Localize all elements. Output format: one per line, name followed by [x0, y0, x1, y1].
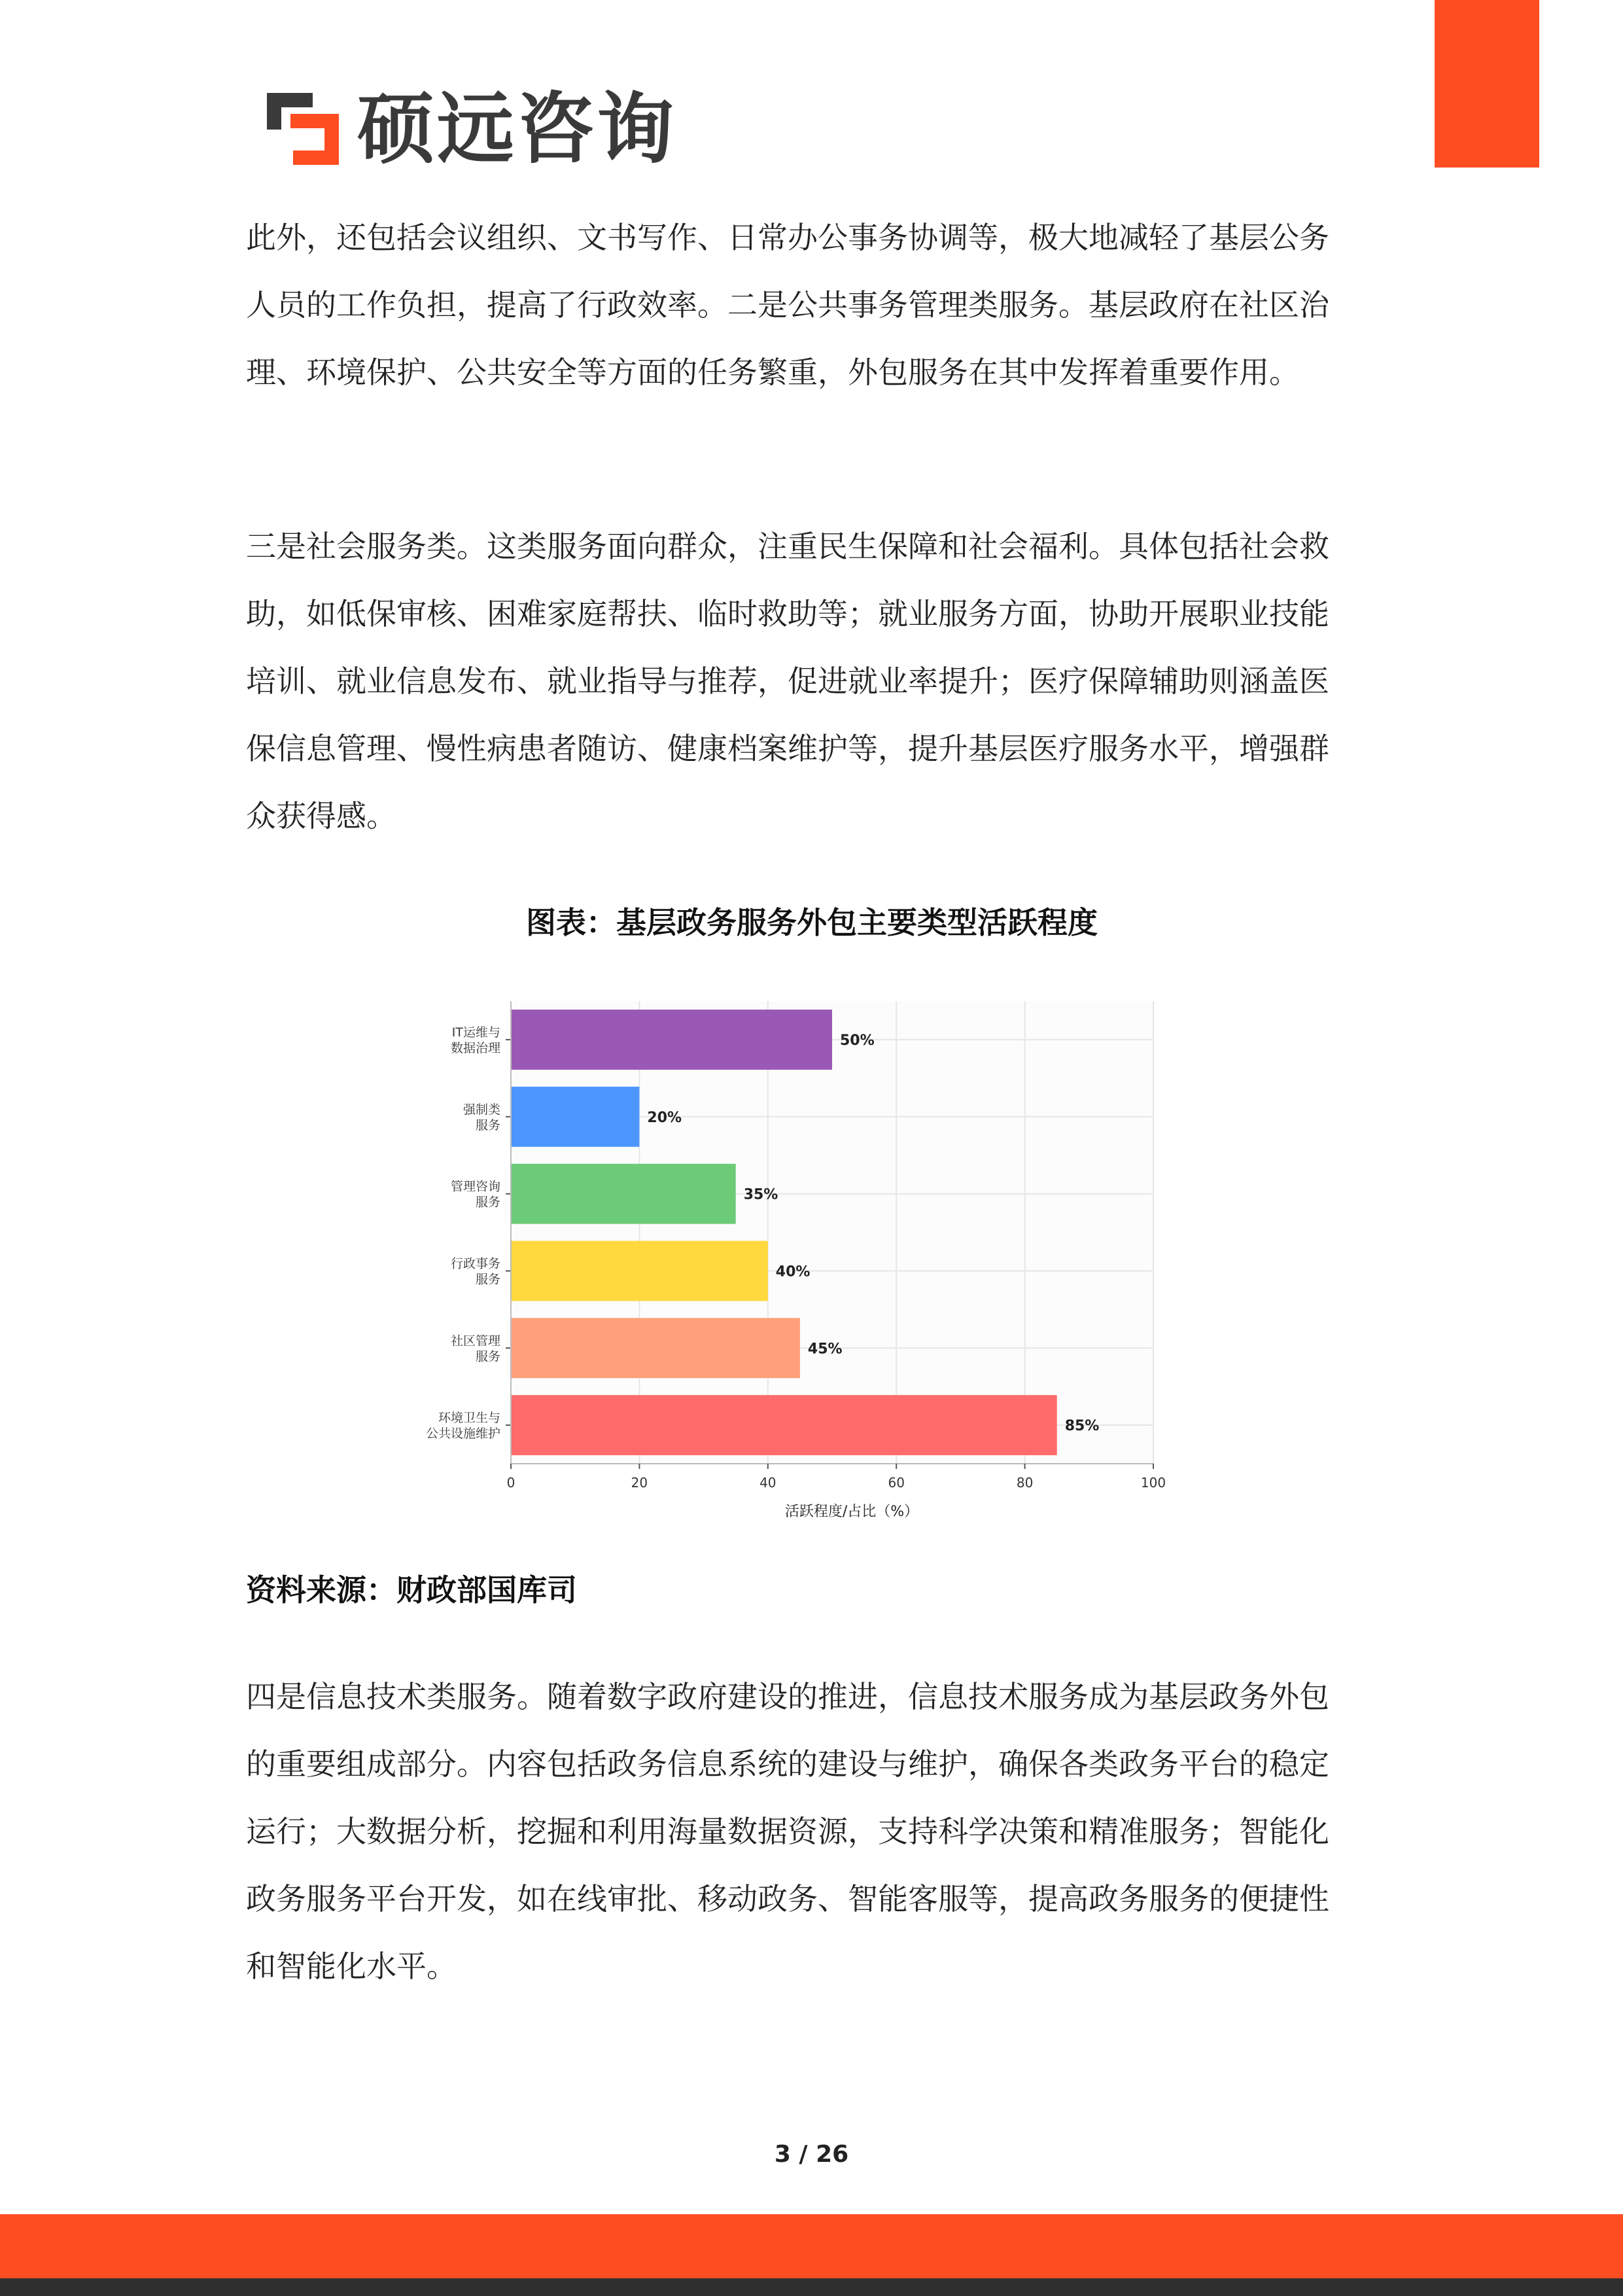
y-tick-label: 服务: [475, 1118, 500, 1133]
bar: [511, 1241, 768, 1301]
bar-value-label: 20%: [647, 1109, 682, 1126]
x-tick-label: 100: [1140, 1475, 1166, 1491]
body-paragraph-1: 此外，还包括会议组织、文书写作、日常办公事务协调等，极大地减轻了基层公务人员的工作负担，提高了行政效率。二是公共事务管理类服务。基层政府在社区治理、环境保护、公共安全等方面的任务繁重，外包服务在其中发挥着重要作用。: [246, 220, 1329, 390]
x-tick-label: 60: [888, 1475, 905, 1491]
y-tick-label: 管理咨询: [450, 1179, 500, 1194]
page-number: 3 / 26: [774, 2141, 849, 2168]
y-tick-label: 服务: [475, 1272, 500, 1287]
bar-chart: [393, 988, 1191, 1531]
y-tick-label: 数据治理: [450, 1040, 500, 1055]
y-tick-label: 服务: [475, 1349, 500, 1364]
logo-text: 硕远咨询: [357, 84, 677, 174]
bar: [511, 1087, 639, 1147]
y-tick-label: 服务: [475, 1195, 500, 1210]
bar: [511, 1010, 832, 1070]
y-tick-label: 行政事务: [450, 1256, 500, 1271]
x-tick-label: 80: [1016, 1475, 1034, 1491]
bar: [511, 1164, 736, 1224]
y-tick-label: 强制类: [462, 1102, 500, 1117]
brand-logo: [262, 84, 677, 174]
source-note: 资料来源：财政部国库司: [246, 1572, 577, 1608]
bar-value-label: 85%: [1064, 1418, 1100, 1435]
x-tick-label: 0: [506, 1475, 515, 1491]
bar: [511, 1318, 800, 1378]
y-tick-label: IT运维与: [451, 1025, 500, 1040]
footer-dark-strip: [0, 2278, 1623, 2296]
footer-accent-bar: [0, 2214, 1623, 2278]
corner-accent-block: [1435, 0, 1539, 168]
bar-value-label: 50%: [840, 1032, 875, 1049]
x-tick-label: 40: [759, 1475, 777, 1491]
logo-mark-icon: [262, 88, 344, 170]
body-paragraph-3: 四是信息技术类服务。随着数字政府建设的推进，信息技术服务成为基层政务外包的重要组成部分。内容包括政务信息系统的建设与维护，确保各类政务平台的稳定运行；大数据分析，挖掘和利用海量数据资源，支持科学决策和精准服务；智能化政务服务平台开发，如在线审批、移动政务、智能客服等，提高政务服务的便捷性和智能化水平。: [246, 1679, 1329, 1984]
bar-value-label: 35%: [743, 1186, 778, 1203]
chart-title: 图表：基层政务服务外包主要类型活跃程度: [526, 905, 1098, 940]
y-tick-label: 公共设施维护: [425, 1426, 500, 1441]
x-tick-label: 20: [631, 1475, 648, 1491]
x-axis-label: 活跃程度/占比（%）: [784, 1504, 919, 1520]
bar: [511, 1395, 1057, 1455]
y-tick-label: 社区管理: [450, 1333, 500, 1349]
bar-value-label: 40%: [775, 1263, 811, 1280]
chart-svg: [393, 988, 1191, 1531]
bar-value-label: 45%: [807, 1341, 843, 1358]
plot-area: [511, 1001, 1153, 1464]
y-tick-label: 环境卫生与: [438, 1411, 500, 1426]
body-paragraph-2: 三是社会服务类。这类服务面向群众，注重民生保障和社会福利。具体包括社会救助，如低保审核、困难家庭帮扶、临时救助等；就业服务方面，协助开展职业技能培训、就业信息发布、就业指导与推荐，促进就业率提升；医疗保障辅助则涵盖医保信息管理、慢性病患者随访、健康档案维护等，提升基层医疗服务水平，增强群众获得感。: [246, 529, 1329, 834]
